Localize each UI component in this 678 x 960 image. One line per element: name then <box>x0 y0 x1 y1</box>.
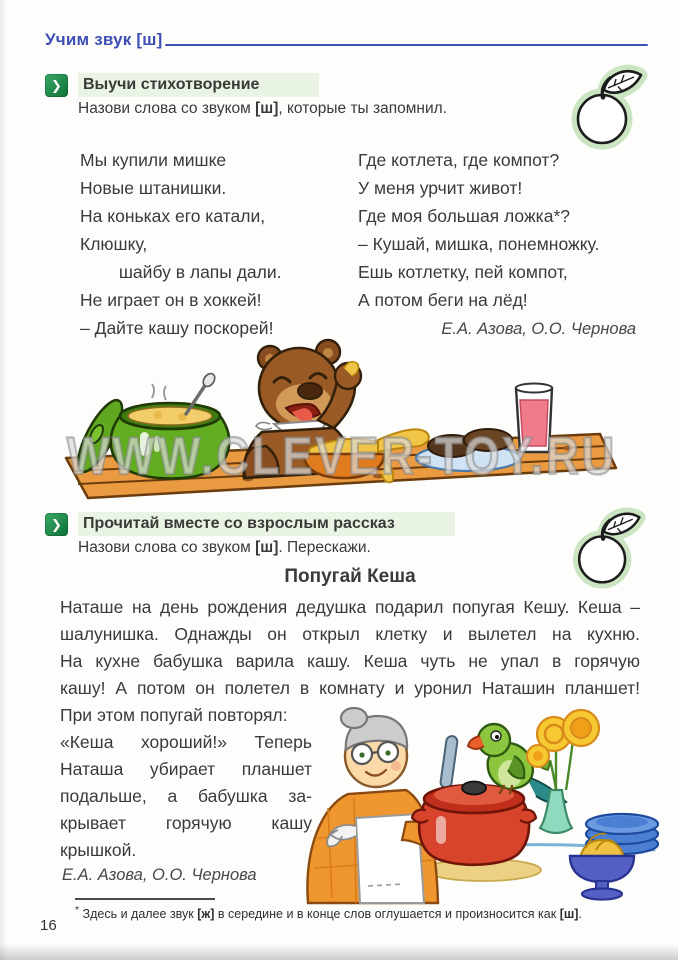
scan-edge-bottom <box>0 944 678 960</box>
task1-instruction-sound: [ш] <box>255 100 279 117</box>
footnote-sound-zh: [ж] <box>197 907 215 922</box>
cookie-plate <box>416 429 520 471</box>
task2-instruction <box>78 539 371 557</box>
poem-line: Не играет он в хоккей! <box>80 290 262 310</box>
task2-instruction-pre: Назови слова со звуком <box>78 539 256 556</box>
footnote-rule <box>75 898 215 900</box>
header-rule <box>165 44 648 46</box>
footnote-sound-sh: [ш] <box>559 907 579 922</box>
poem-line: Где моя большая ложка*? <box>358 206 570 226</box>
poem-line: шайбу в лапы дали. <box>80 262 282 282</box>
story-line: При этом попугай повторял: <box>60 705 288 725</box>
story-line: крышкой. <box>60 840 137 860</box>
spoon <box>440 735 458 788</box>
story-line: «Кеша хороший!» Теперь <box>60 732 312 752</box>
poem-right-lines <box>358 146 636 314</box>
footnote-post: . <box>578 907 582 922</box>
story-line: На кухне бабушка варила кашу. Кеша чуть не упал в горячую <box>60 651 640 671</box>
poem-line: Мы купили мишке <box>80 150 227 170</box>
flower-vase <box>527 710 599 833</box>
task1-instruction-pre: Назови слова со звуком <box>78 100 256 117</box>
story-line: крывает горячую кашу <box>60 813 312 833</box>
story-paragraph-2 <box>60 729 312 864</box>
task2-title: Прочитай вместе со взрослым рассказ <box>78 512 455 536</box>
story-line: кашу! А потом он полетел в комнату и уронил Наташин планшет! <box>60 678 640 698</box>
poem-line: А потом беги на лёд! <box>358 290 528 310</box>
poem-line: Ешь котлетку, пей компот, <box>358 262 568 282</box>
footnote-marker: * <box>75 905 80 916</box>
green-porridge-pot <box>111 371 230 478</box>
red-pot <box>412 782 536 865</box>
bear-eating-porridge-illustration <box>48 336 632 508</box>
task1-instruction-post: , которые ты запомнил. <box>278 100 447 117</box>
task1-title: Выучи стихотворение <box>78 73 319 97</box>
page-number: 16 <box>40 917 57 934</box>
story-attribution: Е.А. Азова, О.О. Чернова <box>62 866 257 884</box>
poem-line: – Дайте кашу поскорей! <box>80 318 274 338</box>
poem-line: Клюшку, <box>80 234 148 254</box>
task-arrow-icon <box>45 74 68 97</box>
task2-instruction-post: . Перескажи. <box>278 539 371 556</box>
chevron-right-icon: ❯ <box>51 516 62 532</box>
story-line: подальше, а бабушка за- <box>60 786 312 806</box>
footnote-pre: Здесь и далее звук <box>79 907 198 922</box>
task-arrow-icon <box>45 513 68 536</box>
juice-glass <box>516 384 552 453</box>
poem-line: Новые штанишки. <box>80 178 227 198</box>
story-title: Попугай Кеша <box>284 566 416 587</box>
poem-line: У меня урчит живот! <box>358 178 523 198</box>
story-line: шалунишка. Однажды он открыл клетку и вылетел на кухню. <box>60 624 640 644</box>
watermark: WWW.CLEVER-TOY.RU <box>66 425 618 486</box>
poem-right-column <box>358 146 636 339</box>
scan-edge-left <box>0 0 8 960</box>
apple-leaf-sticker-icon <box>560 60 650 155</box>
task1-instruction <box>78 100 447 118</box>
grandma-parrot-kitchen-illustration <box>298 698 660 906</box>
page-header-title: Учим звук [ш] <box>45 30 163 49</box>
task2-instruction-sound: [ш] <box>255 539 279 556</box>
story-line: Наташе на день рождения дедушка подарил попугая Кешу. Кеша – <box>60 597 640 617</box>
footnote <box>75 905 635 921</box>
story-line: Наташа убирает планшет <box>60 759 312 779</box>
poem-left-column <box>80 146 282 342</box>
poem-line: Где котлета, где компот? <box>358 150 560 170</box>
poem-line: – Кушай, мишка, понемножку. <box>358 234 600 254</box>
footnote-mid: в середине и в конце слов оглушается и произносится как <box>214 907 560 922</box>
poem-attribution: Е.А. Азова, О.О. Чернова <box>441 320 636 338</box>
poem-line: На коньках его катали, <box>80 206 266 226</box>
chevron-right-icon: ❯ <box>51 77 62 93</box>
